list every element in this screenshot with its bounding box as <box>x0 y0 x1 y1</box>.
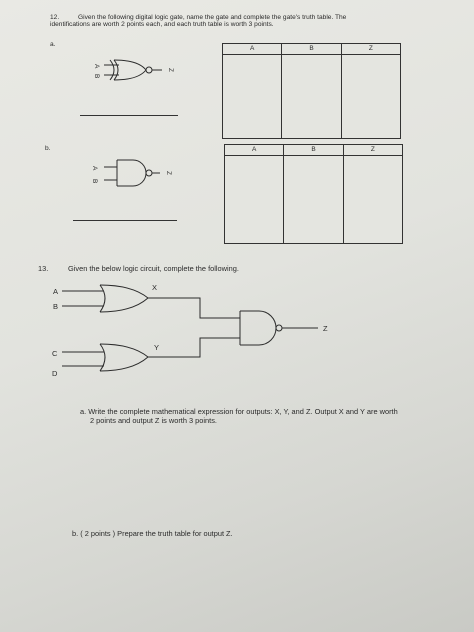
gate-a-answer-line[interactable] <box>80 115 178 116</box>
table-b-header-b: B <box>283 145 342 155</box>
xnor-gate-symbol <box>104 60 162 80</box>
circuit-input-c-label: C <box>52 349 58 358</box>
part-a-output-z-label: Z <box>167 68 174 72</box>
question-12-number: 12. <box>50 14 60 21</box>
table-b-column-b[interactable] <box>283 156 342 243</box>
part-b-output-z-label: Z <box>165 171 172 175</box>
gate-b-answer-line[interactable] <box>73 220 177 221</box>
part-a-input-b-label: B <box>93 74 100 79</box>
question-12-instructions-line1: Given the following digital logic gate, name the gate and complete the gate's truth table. The <box>78 14 347 21</box>
table-a-header-a: A <box>249 45 255 52</box>
circuit-x-label: X <box>152 283 158 292</box>
question-13-number: 13. <box>38 264 49 273</box>
question-13b-text: b. ( 2 points ) Prepare the truth table for output Z. <box>72 529 233 538</box>
circuit-z-label: Z <box>323 324 328 333</box>
table-b-column-a[interactable] <box>225 156 283 243</box>
question-13a-line1: a. Write the complete mathematical expression for outputs: X, Y, and Z. Output X and Y are worth <box>80 407 398 416</box>
table-b-column-z[interactable] <box>343 156 402 243</box>
circuit-y-label: Y <box>154 343 160 352</box>
question-12-instructions-line2: identifications are worth 2 points each, and each truth table is worth 3 points. <box>50 21 274 28</box>
question-13a-line2: 2 points and output Z is worth 3 points. <box>90 416 217 425</box>
table-b-header-z: Z <box>343 145 402 155</box>
table-a-column-a[interactable] <box>223 55 281 138</box>
table-a-header-z: Z <box>341 44 400 54</box>
part-b-label: b. <box>45 145 51 152</box>
nand-gate-symbol <box>104 160 160 186</box>
circuit-input-d-label: D <box>52 369 58 378</box>
table-a-column-z[interactable] <box>341 55 400 138</box>
part-a-input-a-label: A <box>93 64 100 69</box>
truth-table-a <box>222 43 401 139</box>
truth-table-b <box>224 144 403 244</box>
question-13-instructions: Given the below logic circuit, complete the following. <box>68 264 239 273</box>
circuit-diagram <box>62 285 318 371</box>
circuit-input-b-label: B <box>53 302 59 311</box>
part-a-label: a. <box>50 41 56 48</box>
part-b-input-b-label: B <box>91 179 98 184</box>
circuit-input-a-label: A <box>53 287 59 296</box>
part-b-input-a-label: A <box>91 166 98 171</box>
table-a-column-b[interactable] <box>281 55 340 138</box>
table-a-header-b: B <box>281 44 340 54</box>
table-b-header-a: A <box>251 146 257 153</box>
